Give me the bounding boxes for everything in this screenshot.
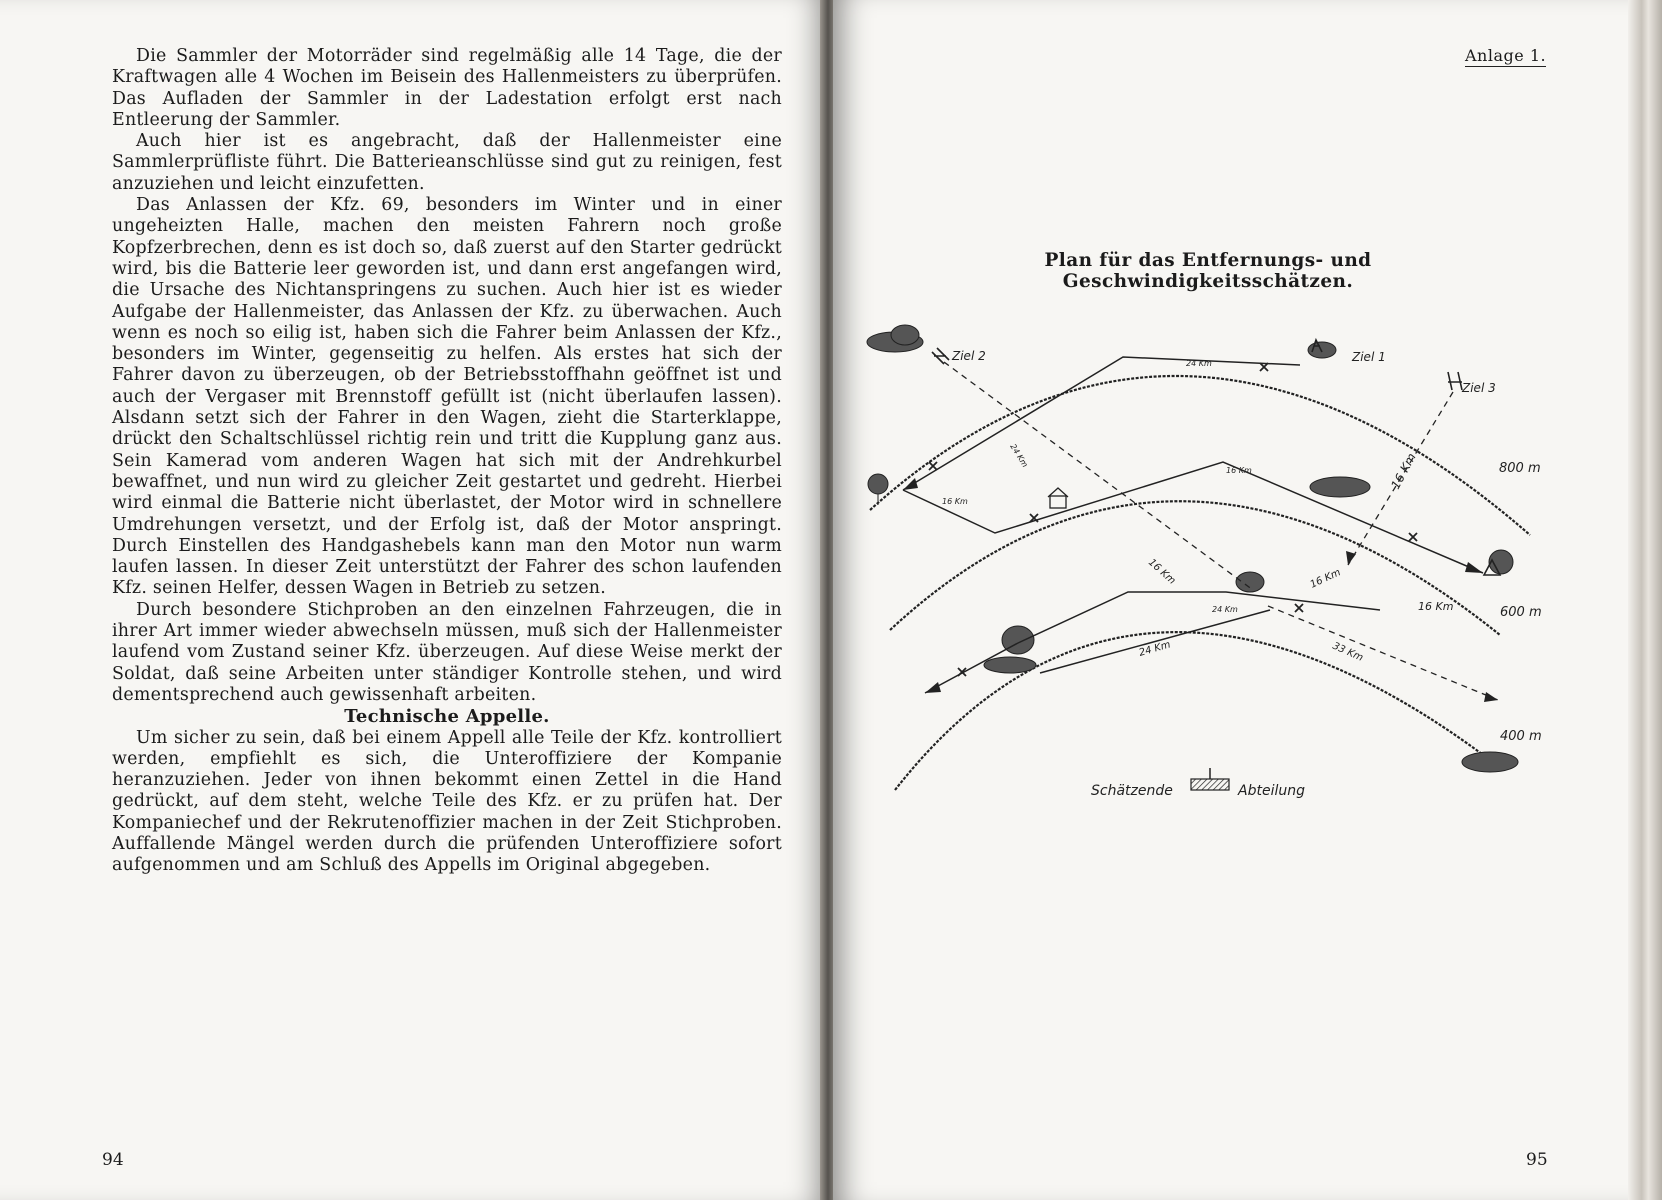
- legend-abteilung: Abteilung: [1238, 783, 1305, 799]
- label-dist-right-16: 16 Km: [1418, 600, 1454, 613]
- annex-label: Anlage 1.: [1465, 46, 1547, 65]
- label-800m: 800 m: [1499, 461, 1541, 476]
- label-ziel3: Ziel 3: [1462, 381, 1496, 395]
- plan-title: Plan für das Entfernungs- und Geschwindigkeitsschätzen.: [1044, 250, 1372, 292]
- label-dist-dashed-24: 24 Km: [1008, 442, 1030, 469]
- legend-schaetzende: Schätzende: [1091, 783, 1173, 799]
- label-dist-ziel3-16: 16 Km: [1388, 450, 1419, 492]
- page-number-left: 94: [102, 1150, 124, 1170]
- legend-abteilung-symbol: [1191, 768, 1229, 790]
- label-ziel1: Ziel 1: [1352, 350, 1386, 364]
- section-heading: Technische Appelle.: [344, 706, 550, 728]
- position-crosses: [929, 363, 1417, 676]
- label-dist-ziel1-route: 24 Km: [1186, 359, 1212, 368]
- bush-center: [1236, 572, 1264, 592]
- bush-lower-right: [1462, 752, 1518, 772]
- route-bottom: [1040, 610, 1270, 673]
- paragraph-4: Durch besondere Stichproben an den einzelnen Fahrzeugen, die in ihrer Art immer wieder abwechseln müssen, muß sich der Hallenmeister laufend vom Zustand seiner Kfz. überzeugen. Auf diese Weise merkt der Soldat, daß seine Arbeiten unter ständiger Kontrolle stehen, und wird dementsprechend auch gewissenhaft arbeiten.: [112, 599, 782, 705]
- label-dist-dashed-16: 16 Km: [1145, 557, 1178, 587]
- paragraph-1: Die Sammler der Motorräder sind regelmäßig alle 14 Tage, die der Kraftwagen alle 4 Wochen im Beisein des Hallenmeisters zu überprüfen. Das Aufladen der Sammler in der Ladestation erfolgt erst nach Entleerung der Sammler.: [112, 46, 782, 130]
- label-dist-mid-16: 16 Km: [1226, 466, 1252, 475]
- ziel3-marker: [1448, 372, 1462, 390]
- label-dist-bottom-24: 24 Km: [1137, 639, 1172, 659]
- tree-left: [868, 474, 888, 494]
- label-ziel2: Ziel 2: [952, 349, 986, 363]
- page-number-right: 95: [1526, 1150, 1548, 1170]
- paragraph-3: Das Anlassen der Kfz. 69, besonders im Winter und in einer ungeheizten Halle, machen den meisten Fahrern noch große Kopfzerbrechen, denn es ist doch so, daß zuerst auf den Starter gedrückt wird, bis die Batterie leer geworden ist, und dann erst angefangen wird, die Ursache des Nichtanspringens zu suchen. Auch hier ist es wieder Aufgabe der Hallenmeister, das Anlassen der Kfz. zu überwachen. Auch wenn es noch so eilig ist, haben sich die Fahrer beim Anlassen der Kfz., besonders im Winter, gegenseitig zu helfen. Als erstes hat sich der Fahrer davon zu überzeugen, ob der Betriebsstoffhahn geöffnet ist und auch der Vergaser mit Brennstoff gefüllt ist (nicht überlaufen lassen). Alsdann setzt sich der Fahrer in den Wagen, zieht die Starterklappe, drückt den Schaltschlüssel richtig rein und tritt die Kupplung ganz aus. Sein Kamerad vom anderen Wagen hat sich mit der Andrehkurbel bewaffnet, und nun wird zu gleicher Zeit gestartet und gedreht. Hierbei wird einmal die Batterie nicht überlastet, der Motor wird in schnellere Umdrehungen versetzt, und der Erfolg ist, daß der Motor anspringt. Durch Einstellen des Handgashebels kann man den Motor nun warm laufen lassen. In dieser Zeit unterstützt der Fahrer des schon laufenden Kfz. seinen Helfer, dessen Wagen in Betrieb zu setzen.: [112, 195, 782, 599]
- label-600m: 600 m: [1500, 605, 1542, 620]
- bush-middle-right: [1310, 477, 1370, 497]
- label-400m: 400 m: [1500, 729, 1542, 744]
- house-icon: [1048, 488, 1068, 508]
- vegetation: [867, 325, 1518, 772]
- label-dist-center-16: 16 Km: [1308, 567, 1343, 591]
- dashed-ziel2-line: [944, 362, 1253, 590]
- paragraph-5: Um sicher zu sein, daß bei einem Appell alle Teile der Kfz. kontrolliert werden, empfiehlt es sich, die Unteroffiziere der Kompanie heranzuziehen. Jeder von ihnen bekommt einen Zettel in die Hand gedrückt, auf dem steht, welche Teile des Kfz. er zu prüfen hat. Der Kompaniechef und der Rekrutenoffizier machen in der Zeit Stichproben. Auffallende Mängel werden durch die prüfenden Unteroffiziere sofort aufgenommen und am Schluß des Appells im Original abgegeben.: [112, 727, 782, 876]
- label-dist-bottom-33: 33 Km: [1330, 640, 1365, 664]
- arc-800m: [870, 376, 1530, 535]
- label-dist-left-16: 16 Km: [942, 497, 968, 506]
- arc-400m: [895, 632, 1490, 790]
- dashed-bottom-right: [1268, 606, 1498, 700]
- paragraph-2: Auch hier ist es angebracht, daß der Hallenmeister eine Sammlerprüfliste führt. Die Batterieanschlüsse sind gut zu reinigen, fest anzuziehen und leicht einzufetten.: [112, 131, 782, 194]
- arc-600m: [890, 501, 1500, 635]
- ziel2-marker: [932, 348, 949, 364]
- label-dist-center-24: 24 Km: [1212, 605, 1238, 614]
